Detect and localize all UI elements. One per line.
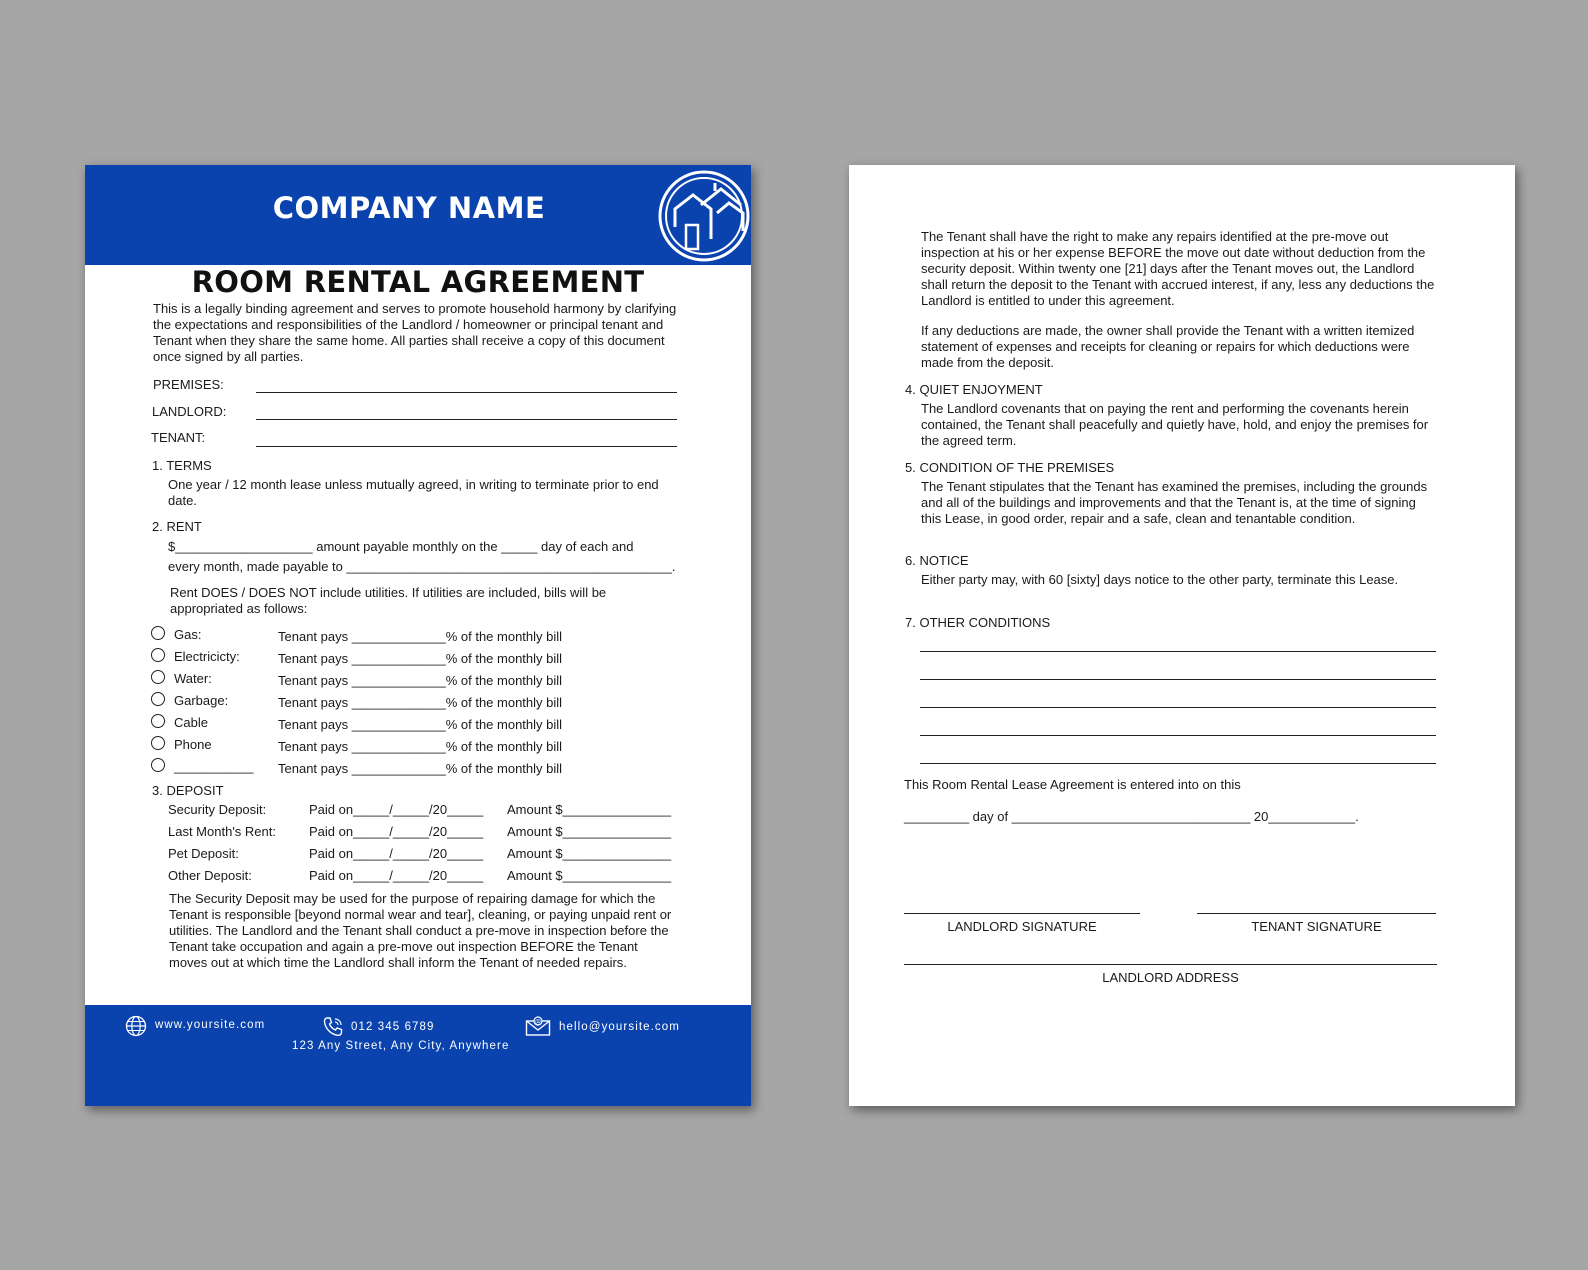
notice-text: Either party may, with 60 [sixty] days notice to the other party, terminate this Lease. <box>921 572 1399 587</box>
mail-icon <box>525 1015 551 1037</box>
utility-other-label: ___________ <box>174 759 254 774</box>
utility-garbage-radio[interactable] <box>151 692 165 706</box>
utility-gas-share: Tenant pays _____________% of the monthly bill <box>278 629 563 644</box>
tenant-label: TENANT: <box>151 430 206 445</box>
landlord-address-line[interactable] <box>904 964 1437 965</box>
agreement-page-1 <box>85 165 751 1106</box>
rent-heading: 2. RENT <box>152 519 202 534</box>
utility-cable-radio[interactable] <box>151 714 165 728</box>
globe-icon <box>125 1015 147 1037</box>
utility-garbage-share: Tenant pays _____________% of the monthly bill <box>278 695 563 710</box>
utility-water-share: Tenant pays _____________% of the monthly bill <box>278 673 563 688</box>
utility-garbage-label: Garbage: <box>174 693 229 708</box>
entered-into-text: This Room Rental Lease Agreement is entered into on this <box>904 777 1241 792</box>
other-conditions-line[interactable] <box>920 679 1436 680</box>
other-conditions-line[interactable] <box>920 707 1436 708</box>
rent-line-1: $___________________ amount payable monthly on the _____ day of each and <box>168 539 634 554</box>
house-logo-icon <box>657 169 751 263</box>
deposit-row-paid: Paid on_____/_____/20_____ <box>309 868 484 883</box>
tenant-signature-label: TENANT SIGNATURE <box>1251 919 1382 934</box>
footer-phone[interactable]: 012 345 6789 <box>351 1021 435 1033</box>
deposit-heading: 3. DEPOSIT <box>152 783 224 798</box>
quiet-enjoyment-heading: 4. QUIET ENJOYMENT <box>905 382 1043 397</box>
tenant-signature-line[interactable] <box>1197 913 1436 914</box>
deposit-row-label: Security Deposit: <box>168 802 267 817</box>
deposit-text: The Security Deposit may be used for the purpose of repairing damage for which the Tenant is responsible [beyond normal wear and tear], cleaning, or paying unpaid rent or utilities. The Landlord and the Tenant shall conduct a pre-move in inspection before the Tenant take occupation and again a pre-move out inspection BEFORE the Tenant moves out at which time the Landlord shall inform the Tenant of needed repairs. <box>169 891 672 970</box>
deposit-row-amount: Amount $_______________ <box>507 802 672 817</box>
footer-email[interactable]: hello@yoursite.com <box>559 1021 680 1033</box>
other-conditions-line[interactable] <box>920 735 1436 736</box>
landlord-label: LANDLORD: <box>152 404 227 419</box>
tenant-line[interactable] <box>256 446 677 447</box>
footer-banner <box>85 1005 751 1106</box>
footer-address: 123 Any Street, Any City, Anywhere <box>292 1040 510 1052</box>
utility-water-label: Water: <box>174 671 212 686</box>
deposit-row-paid: Paid on_____/_____/20_____ <box>309 802 484 817</box>
footer-website[interactable]: www.yoursite.com <box>155 1019 266 1031</box>
utility-other-share: Tenant pays _____________% of the monthly bill <box>278 761 563 776</box>
other-conditions-line[interactable] <box>920 763 1436 764</box>
agreement-page-2 <box>849 165 1515 1106</box>
notice-heading: 6. NOTICE <box>905 553 969 568</box>
landlord-signature-line[interactable] <box>904 913 1140 914</box>
terms-text: One year / 12 month lease unless mutually agreed, in writing to terminate prior to end date. <box>168 477 659 508</box>
deposit-continued-paragraph: The Tenant shall have the right to make any repairs identified at the pre-move out inspection at his or her expense BEFORE the move out date without deduction from the security deposit. Within twenty one [21] days after the Tenant moves out, the Landlord shall return the deposit to the Tenant with accrued interest, if any, less any deductions the Landlord is entitled to under this agreement. <box>921 229 1435 308</box>
deposit-row-amount: Amount $_______________ <box>507 868 672 883</box>
deposit-row-paid: Paid on_____/_____/20_____ <box>309 824 484 839</box>
company-name: COMPANY NAME <box>272 191 546 225</box>
deposit-row-amount: Amount $_______________ <box>507 846 672 861</box>
utilities-note: Rent DOES / DOES NOT include utilities. If utilities are included, bills will be appropriated as follows: <box>170 585 607 616</box>
other-conditions-line[interactable] <box>920 651 1436 652</box>
landlord-signature-label: LANDLORD SIGNATURE <box>947 919 1097 934</box>
document-title: ROOM RENTAL AGREEMENT <box>191 265 645 299</box>
utility-gas-label: Gas: <box>174 627 202 642</box>
utility-cable-share: Tenant pays _____________% of the monthly bill <box>278 717 563 732</box>
deductions-paragraph: If any deductions are made, the owner shall provide the Tenant with a written itemized statement of expenses and receipts for cleaning or repairs for which deductions were made from the deposit. <box>921 323 1415 370</box>
intro-paragraph: This is a legally binding agreement and serves to promote household harmony by clarifying the expectations and responsibilities of the Landlord / homeowner or principal tenant and Tenant when they share the same home. All parties shall receive a copy of this document once signed by all parties. <box>153 301 677 364</box>
phone-icon <box>321 1015 345 1039</box>
premises-label: PREMISES: <box>153 377 224 392</box>
premises-line[interactable] <box>256 392 677 393</box>
utility-phone-radio[interactable] <box>151 736 165 750</box>
deposit-row-label: Other Deposit: <box>168 868 252 883</box>
utility-electricity-label: Electricicty: <box>174 649 240 664</box>
deposit-row-amount: Amount $_______________ <box>507 824 672 839</box>
other-conditions-heading: 7. OTHER CONDITIONS <box>905 615 1051 630</box>
deposit-row-paid: Paid on_____/_____/20_____ <box>309 846 484 861</box>
utility-other-radio[interactable] <box>151 758 165 772</box>
utility-phone-label: Phone <box>174 737 212 752</box>
rent-line-2: every month, made payable to _____________________________________________. <box>168 559 676 574</box>
condition-heading: 5. CONDITION OF THE PREMISES <box>905 460 1115 475</box>
utility-electricity-radio[interactable] <box>151 648 165 662</box>
utility-phone-share: Tenant pays _____________% of the monthly bill <box>278 739 563 754</box>
terms-heading: 1. TERMS <box>152 458 212 473</box>
header-banner <box>85 165 751 265</box>
utility-electricity-share: Tenant pays _____________% of the monthly bill <box>278 651 563 666</box>
utility-gas-radio[interactable] <box>151 626 165 640</box>
svg-text:@: @ <box>535 1018 541 1026</box>
deposit-row-label: Pet Deposit: <box>168 846 239 861</box>
landlord-line[interactable] <box>256 419 677 420</box>
utility-cable-label: Cable <box>174 715 208 730</box>
utility-water-radio[interactable] <box>151 670 165 684</box>
quiet-enjoyment-text: The Landlord covenants that on paying the rent and performing the covenants herein contained, the Tenant shall peacefully and quietly have, hold, and enjoy the premises for the agreed term. <box>921 401 1429 448</box>
deposit-row-label: Last Month's Rent: <box>168 824 276 839</box>
date-line: _________ day of _________________________________ 20____________. <box>904 809 1359 824</box>
condition-text: The Tenant stipulates that the Tenant has examined the premises, including the grounds and all of the buildings and improvements and that the Tenant is, at the time of signing this Lease, in good order, repair and a safe, clean and tenantable condition. <box>921 479 1428 526</box>
landlord-address-label: LANDLORD ADDRESS <box>1102 970 1239 985</box>
